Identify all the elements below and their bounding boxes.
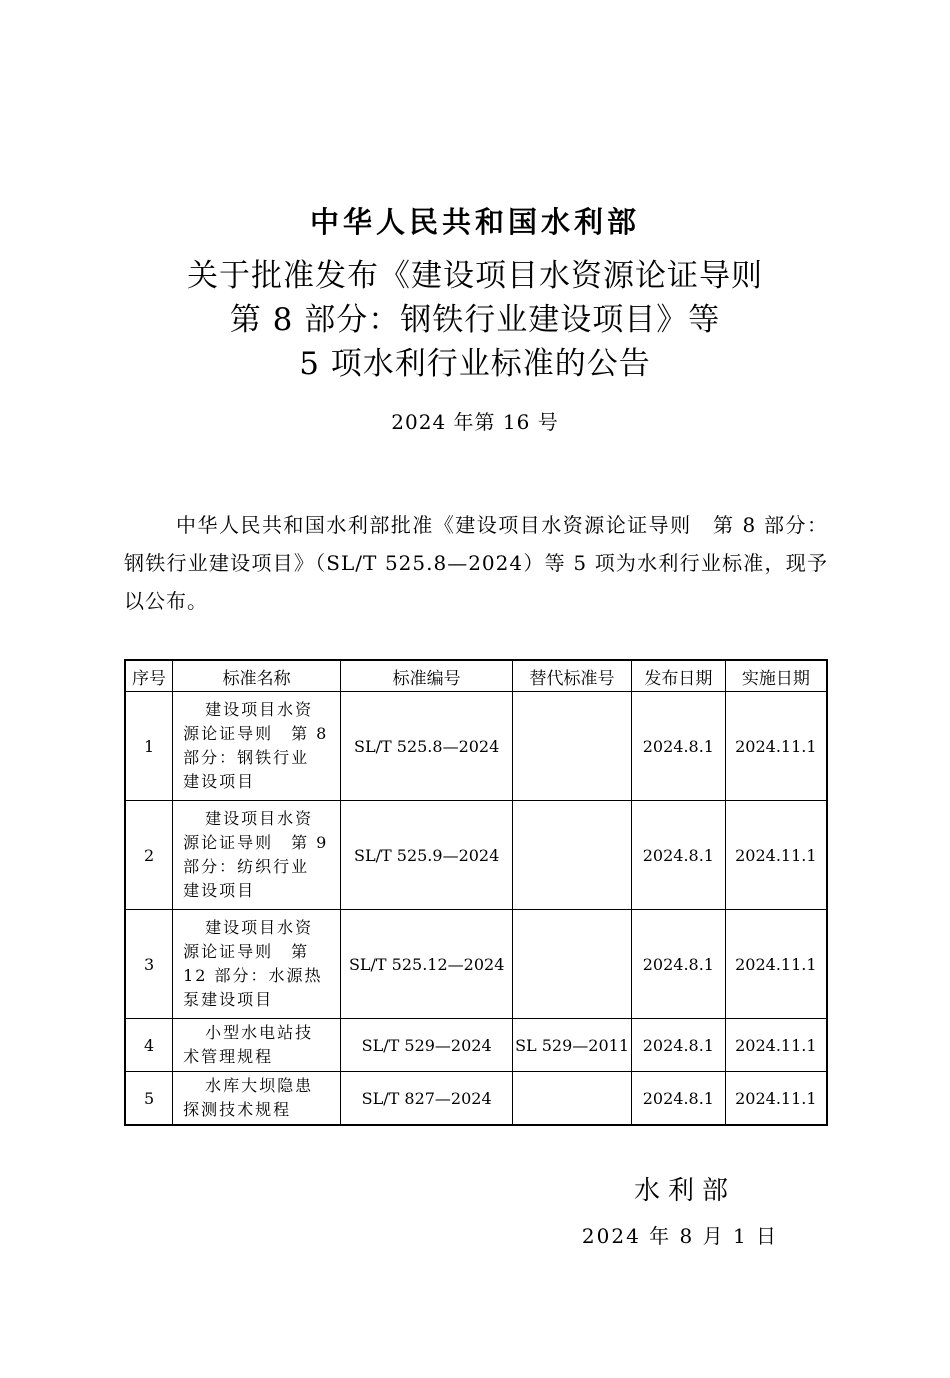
header-effective: 实施日期 bbox=[725, 660, 827, 692]
name-line: 源论证导则 第 8 bbox=[183, 724, 329, 743]
cell-code: SL/T 525.12—2024 bbox=[341, 910, 513, 1019]
cell-code: SL/T 529—2024 bbox=[341, 1019, 513, 1072]
name-line: 源论证导则 第 bbox=[183, 942, 310, 961]
name-line: 源论证导则 第 9 bbox=[183, 833, 329, 852]
issuer-name: 中华人民共和国水利部 bbox=[309, 205, 640, 239]
signature-date: 2024 年 8 月 1 日 bbox=[581, 1224, 779, 1248]
name-line: 探测技术规程 bbox=[183, 1100, 292, 1119]
name-line: 建设项目水资 bbox=[205, 809, 314, 828]
cell-effective: 2024.11.1 bbox=[725, 1019, 827, 1072]
body-paragraph: 中华人民共和国水利部批准《建设项目水资源论证导则 第 8 部分：钢铁行业建设项目》（SL/T 525.8—2024）等 5 项为水利行业标准，现予以公布。 bbox=[124, 513, 828, 613]
cell-name bbox=[173, 1072, 341, 1126]
document-title bbox=[0, 254, 950, 386]
name-line: 部分：钢铁行业 bbox=[183, 748, 310, 767]
table-row bbox=[125, 801, 827, 910]
cell-name bbox=[173, 910, 341, 1019]
cell-name bbox=[173, 1019, 341, 1072]
table-header-row bbox=[125, 660, 827, 692]
name-line: 建设项目水资 bbox=[205, 700, 314, 719]
cell-replaces bbox=[513, 910, 632, 1019]
cell-no: 5 bbox=[125, 1072, 173, 1126]
name-line: 建设项目 bbox=[183, 772, 256, 791]
cell-published: 2024.8.1 bbox=[632, 910, 726, 1019]
cell-effective: 2024.11.1 bbox=[725, 910, 827, 1019]
header-published: 发布日期 bbox=[632, 660, 726, 692]
cell-code: SL/T 525.9—2024 bbox=[341, 801, 513, 910]
table-row bbox=[125, 910, 827, 1019]
name-line: 建设项目 bbox=[183, 881, 256, 900]
name-line: 泵建设项目 bbox=[183, 990, 274, 1009]
name-line: 小型水电站技 bbox=[205, 1023, 314, 1042]
table-row bbox=[125, 1019, 827, 1072]
cell-name bbox=[173, 801, 341, 910]
title-line-1: 关于批准发布《建设项目水资源论证导则 bbox=[187, 258, 763, 294]
header-name: 标准名称 bbox=[173, 660, 341, 692]
cell-published: 2024.8.1 bbox=[632, 692, 726, 801]
header-no: 序号 bbox=[125, 660, 173, 692]
header-code: 标准编号 bbox=[341, 660, 513, 692]
cell-replaces bbox=[513, 801, 632, 910]
cell-effective: 2024.11.1 bbox=[725, 692, 827, 801]
name-line: 建设项目水资 bbox=[205, 918, 314, 937]
cell-published: 2024.8.1 bbox=[632, 801, 726, 910]
cell-no: 2 bbox=[125, 801, 173, 910]
cell-published: 2024.8.1 bbox=[632, 1019, 726, 1072]
table-row bbox=[125, 1072, 827, 1126]
cell-code: SL/T 525.8—2024 bbox=[341, 692, 513, 801]
cell-effective: 2024.11.1 bbox=[725, 801, 827, 910]
cell-no: 1 bbox=[125, 692, 173, 801]
cell-no: 3 bbox=[125, 910, 173, 1019]
name-line: 术管理规程 bbox=[183, 1047, 274, 1066]
title-line-2: 第 8 部分：钢铁行业建设项目》等 bbox=[229, 302, 721, 338]
document-number: 2024 年第 16 号 bbox=[391, 410, 559, 434]
name-line: 部分：纺织行业 bbox=[183, 857, 310, 876]
name-line: 12 部分：水源热 bbox=[183, 966, 323, 985]
table-row bbox=[125, 692, 827, 801]
signature-org: 水利部 bbox=[633, 1176, 736, 1206]
cell-replaces bbox=[513, 1072, 632, 1126]
cell-effective: 2024.11.1 bbox=[725, 1072, 827, 1126]
cell-name bbox=[173, 692, 341, 801]
name-line: 水库大坝隐患 bbox=[205, 1076, 314, 1095]
cell-no: 4 bbox=[125, 1019, 173, 1072]
title-line-3: 5 项水利行业标准的公告 bbox=[299, 346, 651, 382]
cell-replaces bbox=[513, 692, 632, 801]
cell-code: SL/T 827—2024 bbox=[341, 1072, 513, 1126]
cell-replaces: SL 529—2011 bbox=[513, 1019, 632, 1072]
standards-table bbox=[124, 659, 828, 1126]
cell-published: 2024.8.1 bbox=[632, 1072, 726, 1126]
header-replaces: 替代标准号 bbox=[513, 660, 632, 692]
